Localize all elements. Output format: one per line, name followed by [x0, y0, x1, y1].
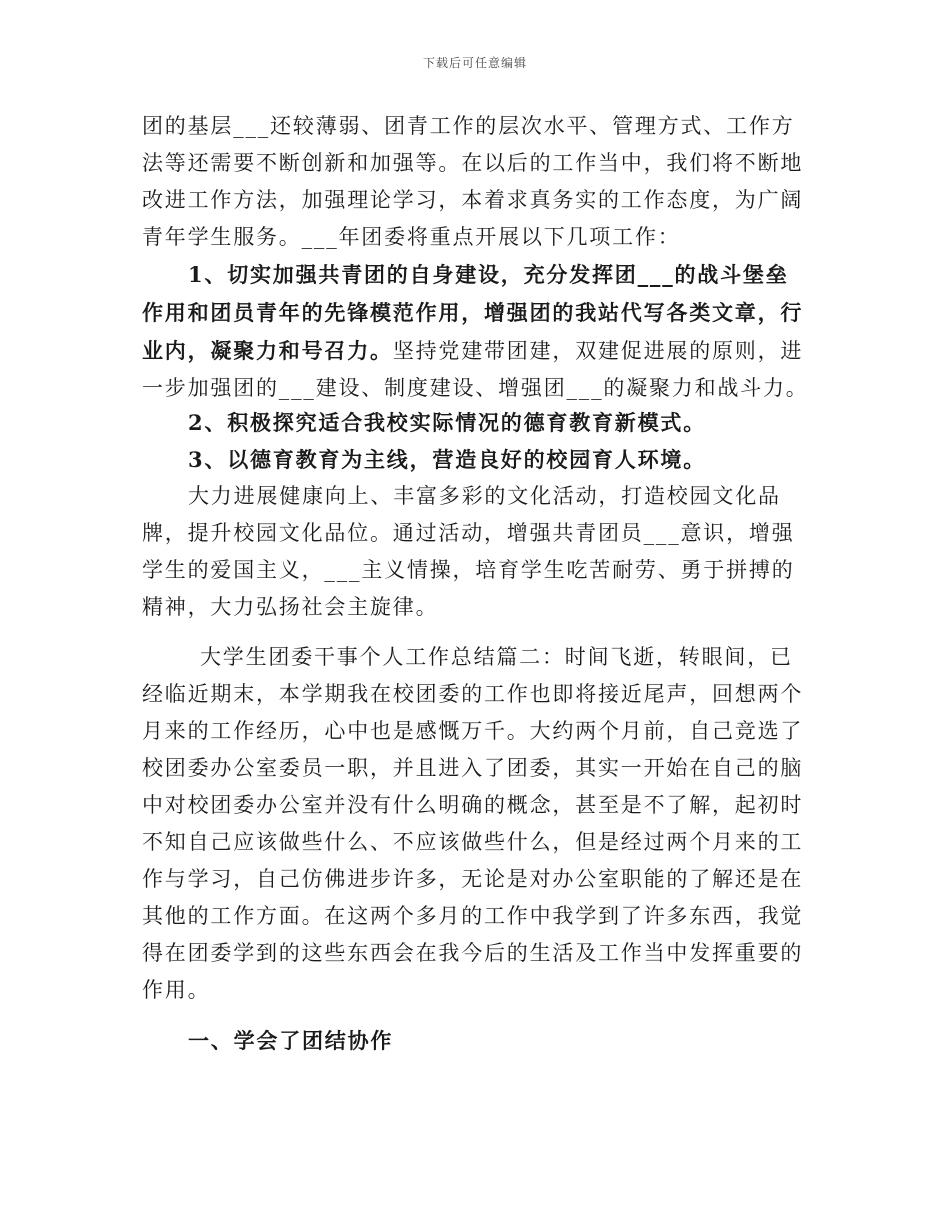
item-2-heading: 2、积极探究适合我校实际情况的德育教育新模式。	[188, 410, 707, 435]
paragraph-2	[142, 256, 810, 407]
paragraph-2-bold: 1、切实加强共青团的自身建设，充分发挥团___的战斗堡垒作用和团员青年的先锋模范作用，增强团的我站代写各类文章，行业内，凝聚力和号召力。	[142, 262, 804, 363]
paragraph-6: 大学生团委干事个人工作总结篇二：时间飞逝，转眼间，已经临近期末，本学期我在校团委的工作也即将接近尾声，回想两个月来的工作经历，心中也是感慨万千。大约两个月前，自己竞选了校团委办公室委员一职，并且进入了团委，其实一开始在自己的脑中对校团委办公室并没有什么明确的概念，甚至是不了解，起初时不知自己应该做些什么、不应该做些什么，但是经过两个月来的工作与学习，自己仿佛进步许多，无论是对办公室职能的了解还是在其他的工作方面。在这两个多月的工作中我学到了许多东西，我觉得在团委学到的这些东西会在我今后的生活及工作当中发挥重要的作用。	[142, 645, 804, 1002]
paragraph-2-normal: 坚持党建带团建，双建促进展的原则，进一步加强团的___建设、制度建设、增强团___的凝聚力和战斗力。	[142, 339, 809, 400]
item-3-heading: 3、以德育教育为主线，营造良好的校园育人环境。	[188, 447, 707, 472]
paragraph-5: 大力进展健康向上、丰富多彩的文化活动，打造校园文化品牌，提升校园文化品位。通过活动，增强共青团员___意识，增强学生的爱国主义，___主义情操，培育学生吃苦耐劳、勇于拼搏的精神，大力弘扬社会主旋律。	[142, 484, 795, 619]
paragraph-1: 团的基层___还较薄弱、团青工作的层次水平、管理方式、工作方法等还需要不断创新和加强等。在以后的工作当中，我们将不断地改进工作方法，加强理论学习，本着求真务实的工作态度，为广阔青年学生服务。___年团委将重点开展以下几项工作：	[142, 114, 804, 249]
section-heading-teamwork: 一、学会了团结协作	[188, 1028, 394, 1053]
page-header-note: 下载后可任意编辑	[422, 56, 527, 70]
